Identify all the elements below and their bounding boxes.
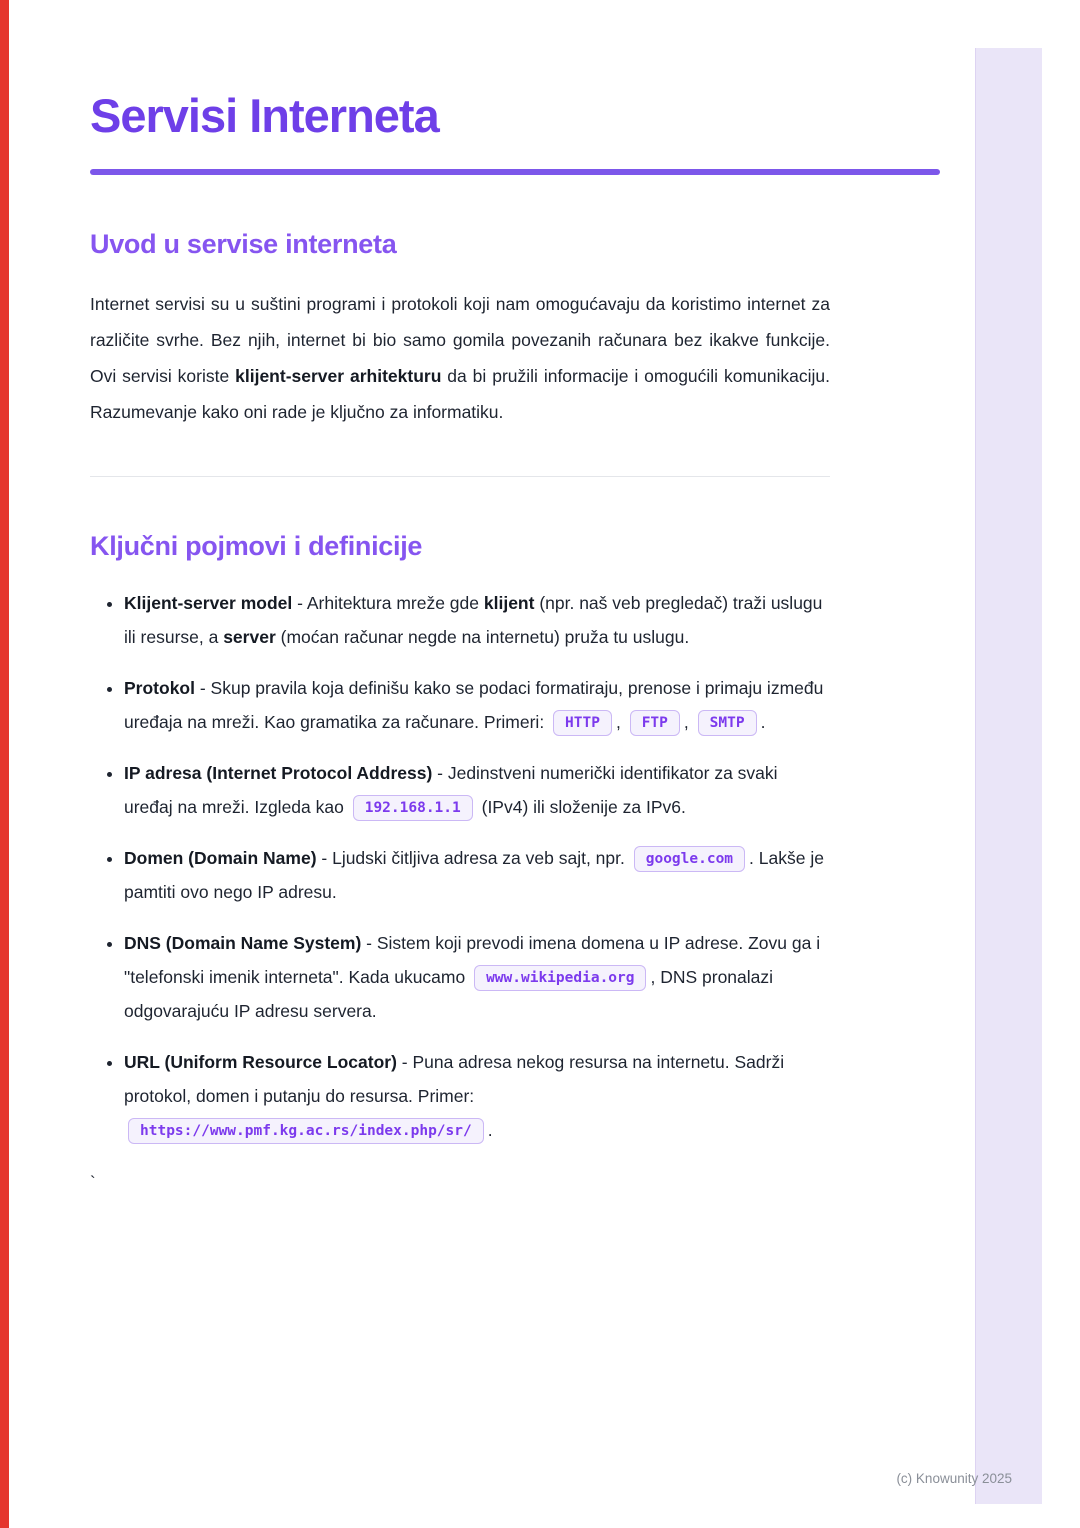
document-content (90, 88, 940, 1193)
term-text: - Sistem koji prevodi imena domena u IP adrese. Zovu ga i "telefonski imenik interneta". Kada ukucamo (124, 933, 821, 987)
intro-text-2: da bi pružili informacije i omogućili komunikaciju. Razumevanje kako oni rade je ključno za informatiku. (90, 366, 830, 422)
list-item-url (124, 1045, 824, 1147)
code-chip-ftp: FTP (630, 710, 680, 736)
term-label: DNS (Domain Name System) (124, 933, 362, 953)
term-text: , DNS pronalazi odgovarajuću IP adresu servera. (124, 967, 774, 1021)
term-text: - Arhitektura mreže gde (292, 593, 484, 613)
page-title: Servisi Interneta (90, 89, 439, 142)
term-text: - Jedinstveni numerički identifikator za svaki uređaj na mreži. Izgleda kao (124, 763, 778, 817)
footer-credit: (c) Knowunity 2025 (896, 1471, 1012, 1486)
section-divider (90, 476, 830, 477)
term-text: - Ljudski čitljiva adresa za veb sajt, npr. (316, 848, 630, 868)
intro-text-1: Internet servisi su u suštini programi i protokoli koji nam omogućavaju da koristimo internet za različite svrhe. Bez njih, internet bi bio samo gomila povezanih računara bez ikakve funkcije. Ovi servisi koriste (90, 294, 830, 386)
term-text: . (487, 1120, 493, 1140)
term-text: . Lakše je pamtiti ovo nego IP adresu. (124, 848, 824, 902)
section-heading-intro: Uvod u servise interneta (90, 229, 397, 259)
intro-bold-term: klijent-server arhitekturu (235, 366, 442, 386)
code-chip-url: https://www.pmf.kg.ac.rs/index.php/sr/ (128, 1118, 484, 1144)
list-item-dns (124, 926, 824, 1028)
term-text: (npr. naš veb pregledač) traži uslugu ili resurse, a (124, 593, 823, 647)
term-text: , (683, 712, 694, 732)
code-chip-google: google.com (634, 846, 745, 872)
list-item-ip-adresa (124, 756, 824, 824)
inline-bold: klijent (483, 593, 535, 613)
term-label: Klijent-server model (124, 593, 293, 613)
term-text: - Puna adresa nekog resursa na internetu. Sadrži protokol, domen i putanju do resursa. Primer: (124, 1052, 785, 1106)
term-text: , (615, 712, 626, 732)
intro-paragraph (90, 286, 830, 430)
term-text: (moćan računar negde na internetu) pruža tu uslugu. (275, 627, 690, 647)
term-text: . (760, 712, 766, 732)
code-chip-smtp: SMTP (698, 710, 757, 736)
right-accent-band (975, 48, 1042, 1504)
term-label: Domen (Domain Name) (124, 848, 317, 868)
terms-list (90, 586, 824, 1147)
list-item-protokol (124, 671, 824, 739)
list-item-domen (124, 841, 824, 909)
term-label: URL (Uniform Resource Locator) (124, 1052, 397, 1072)
term-text: - Skup pravila koja definišu kako se podaci formatiraju, prenose i primaju između uređaja na mreži. Kao gramatika za računare. Primeri: (124, 678, 824, 732)
inline-bold: server (223, 627, 276, 647)
code-chip-ip: 192.168.1.1 (353, 795, 473, 821)
term-text: (IPv4) ili složenije za IPv6. (476, 797, 686, 817)
code-chip-wikipedia: www.wikipedia.org (474, 965, 646, 991)
term-label: Protokol (124, 678, 195, 698)
list-item-klijent-server (124, 586, 824, 654)
term-label: IP adresa (Internet Protocol Address) (124, 763, 433, 783)
left-accent-strip (0, 0, 9, 1528)
stray-backtick: ` (90, 1173, 96, 1192)
title-underline-rule (90, 169, 940, 175)
section-heading-terms: Ključni pojmovi i definicije (90, 531, 423, 561)
code-chip-http: HTTP (553, 710, 612, 736)
